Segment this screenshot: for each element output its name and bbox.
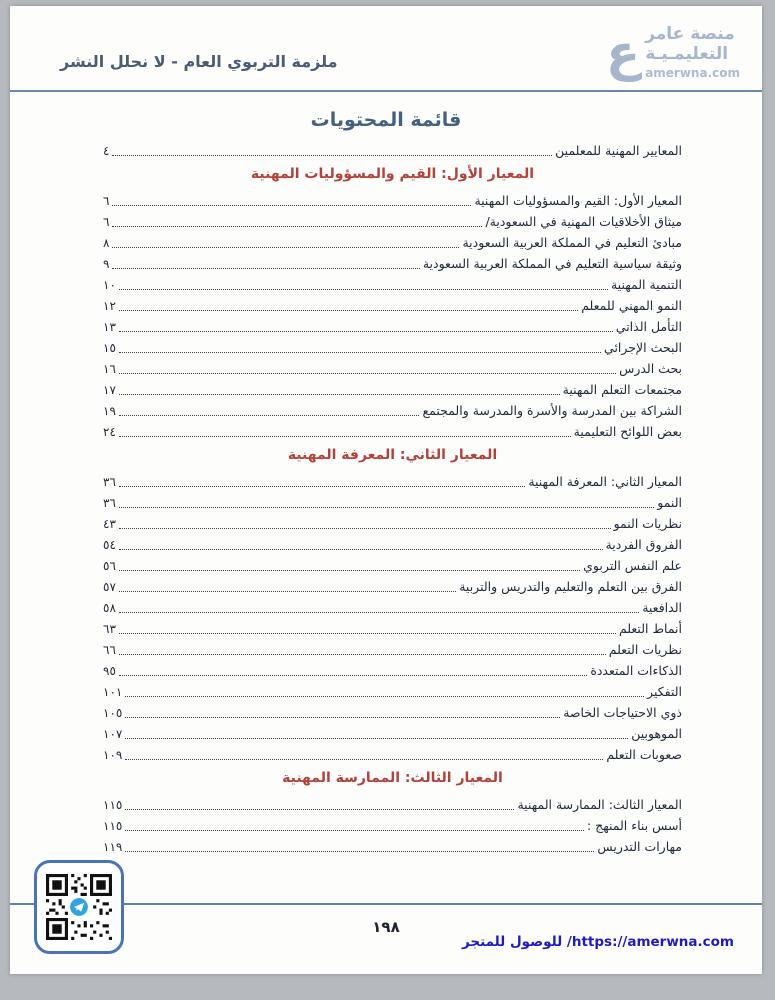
toc-row — [103, 210, 682, 231]
toc-entry-page-number: ٨ — [103, 236, 110, 250]
toc-entry-label: ميثاق الأخلاقيات المهنية في السعودية/ — [485, 214, 682, 229]
logo-ain-letter-icon: ع — [606, 24, 641, 82]
toc-entry-label: مجتمعات التعلم المهنية — [562, 382, 682, 397]
toc-entry-label: نظريات النمو — [613, 516, 682, 531]
toc-entry-page-number: ٣٦ — [103, 475, 116, 489]
document-label: ملزمة التربوي العام - لا نحلل النشر — [60, 52, 338, 71]
toc-entry-label: المعيار الثالث: الممارسة المهنية — [517, 797, 682, 812]
page-title: قائمة المحتويات — [310, 109, 462, 131]
toc-entry-label: التفكير — [647, 684, 682, 699]
toc-section-heading: المعيار الثالث: الممارسة المهنية — [282, 770, 503, 786]
toc-entry-label: الفرق بين التعلم والتعليم والتدريس والتربية — [459, 579, 682, 594]
toc-leader-dots — [125, 738, 628, 739]
toc-entry-label: الموهوبين — [631, 726, 682, 741]
platform-logo — [606, 24, 740, 82]
toc-entry-label: ذوي الاحتياجات الخاصة — [563, 705, 682, 720]
toc-entry-label: البحث الإجرائي — [604, 340, 682, 355]
toc-entry-label: مهارات التدريس — [597, 839, 682, 854]
toc-entry-page-number: ١٠٥ — [103, 706, 123, 720]
toc-entry-label: علم النفس التربوي — [583, 558, 682, 573]
toc-entry-page-number: ٣٦ — [103, 496, 116, 510]
toc-entry-page-number: ١٥ — [103, 341, 116, 355]
toc-row — [103, 835, 682, 856]
toc-entry-page-number: ٥٦ — [103, 559, 116, 573]
toc-entry-label: المعيار الأول: القيم والمسؤوليات المهنية — [474, 193, 682, 208]
toc-entry-label: المعايير المهنية للمعلمين — [555, 143, 682, 158]
toc-section-heading: المعيار الثاني: المعرفة المهنية — [287, 447, 498, 463]
toc-leader-dots — [125, 851, 594, 852]
toc-entry-page-number: ١٧ — [103, 383, 116, 397]
toc-entry-page-number: ١١٥ — [103, 819, 123, 833]
toc-row — [103, 596, 682, 617]
toc-leader-dots — [119, 436, 571, 437]
toc-row — [103, 273, 682, 294]
toc-leader-dots — [125, 696, 644, 697]
toc-entry-page-number: ١٠٩ — [103, 748, 123, 762]
toc-leader-dots — [119, 352, 601, 353]
toc-entry-label: نظريات التعلم — [608, 642, 682, 657]
logo-website: amerwna.com — [645, 66, 740, 80]
toc-row — [103, 512, 682, 533]
toc-entry-page-number: ١٣ — [103, 320, 116, 334]
toc-leader-dots — [119, 289, 608, 290]
toc-leader-dots — [125, 717, 560, 718]
toc-entry-label: بحث الدرس — [619, 361, 682, 376]
toc-row — [103, 491, 682, 512]
toc-entry-label: النمو المهني للمعلم — [581, 298, 682, 313]
toc-row — [103, 554, 682, 575]
toc-entry-label: الفروق الفردية — [605, 537, 682, 552]
toc-row — [103, 680, 682, 701]
toc-entry-label: بعض اللوائح التعليمية — [573, 424, 682, 439]
toc-entry-page-number: ٥٧ — [103, 580, 116, 594]
page-number: ١٩٨ — [372, 918, 400, 936]
toc-entry-page-number: ١٠٧ — [103, 727, 123, 741]
toc-row — [103, 659, 682, 680]
table-of-contents — [10, 132, 762, 856]
toc-leader-dots — [125, 759, 603, 760]
toc-row — [103, 814, 682, 835]
store-link[interactable]: https://amerwna.com/ للوصول للمتجر — [461, 934, 734, 950]
toc-row — [103, 294, 682, 315]
toc-leader-dots — [112, 205, 471, 206]
toc-leader-dots — [119, 373, 616, 374]
toc-row — [103, 231, 682, 252]
toc-row — [103, 793, 682, 814]
toc-leader-dots — [119, 654, 606, 655]
toc-entry-page-number: ٦٦ — [103, 643, 116, 657]
document-page — [10, 6, 762, 974]
toc-row — [103, 139, 682, 160]
toc-leader-dots — [112, 155, 552, 156]
toc-entry-page-number: ١٢ — [103, 299, 116, 313]
toc-row — [103, 470, 682, 491]
toc-entry-label: الذكاءات المتعددة — [590, 663, 682, 678]
logo-name-line2: التعليمـيـة — [645, 44, 729, 64]
toc-leader-dots — [119, 331, 613, 332]
page-header — [10, 6, 762, 92]
toc-section-heading: المعيار الأول: القيم والمسؤوليات المهنية — [250, 166, 535, 182]
toc-row — [103, 336, 682, 357]
toc-entry-label: التنمية المهنية — [610, 277, 682, 292]
toc-leader-dots — [125, 809, 514, 810]
toc-row — [103, 189, 682, 210]
toc-entry-label: صعوبات التعلم — [606, 747, 682, 762]
toc-leader-dots — [119, 528, 611, 529]
toc-row — [103, 533, 682, 554]
logo-name-line1: منصة عامر — [645, 24, 735, 44]
toc-entry-label: التأمل الذاتي — [615, 319, 682, 334]
toc-leader-dots — [112, 226, 482, 227]
toc-entry-page-number: ٩٥ — [103, 664, 116, 678]
toc-leader-dots — [119, 507, 654, 508]
toc-entry-page-number: ٦٣ — [103, 622, 116, 636]
toc-entry-page-number: ١١٩ — [103, 840, 123, 854]
toc-row — [103, 357, 682, 378]
logo-text — [645, 24, 740, 80]
toc-row — [103, 743, 682, 764]
toc-row — [103, 399, 682, 420]
toc-row — [103, 378, 682, 399]
toc-entry-page-number: ١١٥ — [103, 798, 123, 812]
toc-leader-dots — [119, 415, 420, 416]
telegram-qr-code — [34, 860, 124, 954]
toc-leader-dots — [119, 310, 578, 311]
toc-entry-page-number: ٩ — [103, 257, 110, 271]
qr-code-icon — [46, 874, 112, 940]
toc-row — [103, 575, 682, 596]
toc-entry-label: وثيقة سياسية التعليم في المملكة العربية السعودية — [422, 256, 682, 271]
toc-row — [103, 420, 682, 441]
toc-row — [103, 315, 682, 336]
toc-entry-page-number: ٥٤ — [103, 538, 116, 552]
toc-entry-page-number: ٢٤ — [103, 425, 116, 439]
toc-leader-dots — [119, 486, 525, 487]
toc-entry-label: الشراكة بين المدرسة والأسرة والمدرسة والمجتمع — [422, 403, 682, 418]
toc-leader-dots — [112, 247, 459, 248]
toc-entry-page-number: ١٦ — [103, 362, 116, 376]
toc-leader-dots — [119, 675, 587, 676]
toc-entry-label: النمو — [657, 495, 682, 510]
toc-entry-label: المعيار الثاني: المعرفة المهنية — [528, 474, 682, 489]
toc-leader-dots — [125, 830, 584, 831]
toc-leader-dots — [119, 549, 603, 550]
toc-entry-label: أنماط التعلم — [618, 621, 682, 636]
toc-entry-page-number: ٥٨ — [103, 601, 116, 615]
toc-entry-label: مبادئ التعليم في المملكة العربية السعودية — [462, 235, 682, 250]
toc-entry-page-number: ١٠ — [103, 278, 116, 292]
toc-row — [103, 252, 682, 273]
toc-entry-page-number: ١٩ — [103, 404, 116, 418]
toc-leader-dots — [119, 633, 616, 634]
toc-row — [103, 701, 682, 722]
toc-entry-page-number: ٤ — [103, 144, 110, 158]
toc-row — [103, 638, 682, 659]
toc-leader-dots — [119, 394, 560, 395]
toc-row — [103, 617, 682, 638]
toc-entry-page-number: ١٠١ — [103, 685, 123, 699]
toc-leader-dots — [119, 612, 639, 613]
toc-entry-label: الدافعية — [642, 600, 682, 615]
toc-row — [103, 722, 682, 743]
toc-entry-page-number: ٤٣ — [103, 517, 116, 531]
toc-leader-dots — [119, 570, 580, 571]
toc-leader-dots — [112, 268, 419, 269]
toc-entry-page-number: ٦ — [103, 215, 110, 229]
toc-entry-page-number: ٦ — [103, 194, 110, 208]
toc-entry-label: أسس بناء المنهج : — [586, 818, 682, 833]
toc-leader-dots — [119, 591, 456, 592]
